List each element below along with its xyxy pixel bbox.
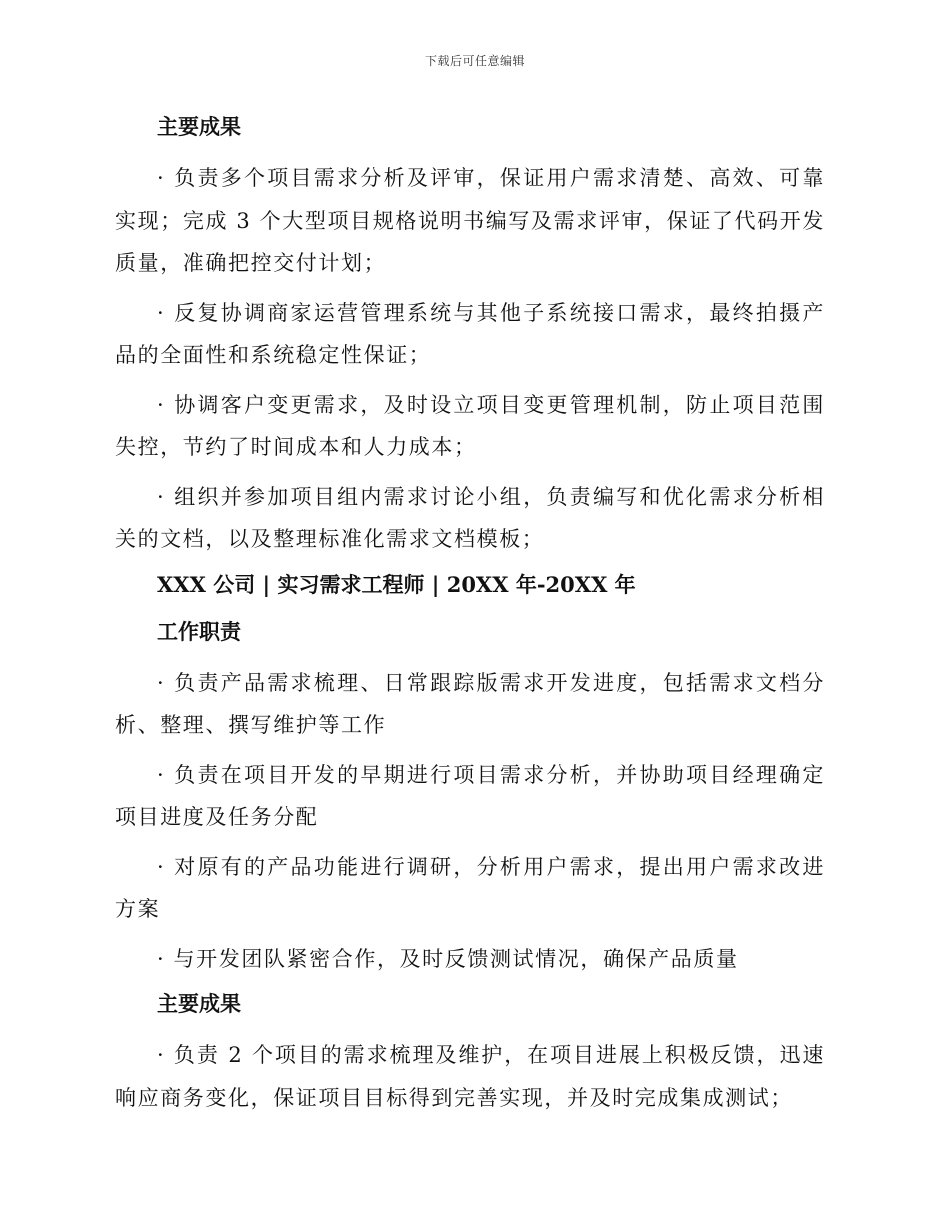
- job-title-heading: XXX 公司 | 实习需求工程师 | 20XX 年-20XX 年: [157, 571, 636, 597]
- document-body: [115, 110, 825, 1126]
- section-heading-achievements: 主要成果: [157, 114, 241, 139]
- page-header: 下载后可任意编辑: [424, 54, 525, 68]
- bullet-paragraph: · 协调客户变更需求，及时设立项目变更管理机制，防止项目范围失控，节约了时间成本和人力成本；: [115, 392, 825, 459]
- bullet-paragraph: · 负责多个项目需求分析及评审，保证用户需求清楚、高效、可靠实现；完成 3 个大型项目规格说明书编写及需求评审，保证了代码开发质量，准确把控交付计划；: [115, 166, 825, 275]
- section-heading-achievements: 主要成果: [157, 991, 241, 1016]
- section-heading-duties: 工作职责: [157, 618, 241, 644]
- bullet-paragraph: · 负责产品需求梳理、日常跟踪版需求开发进度，包括需求文档分析、整理、撰写维护等工作: [115, 670, 825, 737]
- bullet-paragraph: · 负责在项目开发的早期进行项目需求分析，并协助项目经理确定项目进度及任务分配: [115, 762, 825, 829]
- bullet-paragraph: · 对原有的产品功能进行调研，分析用户需求，提出用户需求改进方案: [115, 854, 825, 921]
- bullet-paragraph: · 与开发团队紧密合作，及时反馈测试情况，确保产品质量: [157, 946, 739, 971]
- bullet-paragraph: · 负责 2 个项目的需求梳理及维护，在项目进展上积极反馈，迅速响应商务变化，保证项目目标得到完善实现，并及时完成集成测试；: [115, 1043, 825, 1110]
- bullet-paragraph: · 反复协调商家运营管理系统与其他子系统接口需求，最终拍摄产品的全面性和系统稳定性保证；: [115, 300, 825, 367]
- bullet-paragraph: · 组织并参加项目组内需求讨论小组，负责编写和优化需求分析相关的文档，以及整理标准化需求文档模板；: [115, 484, 825, 551]
